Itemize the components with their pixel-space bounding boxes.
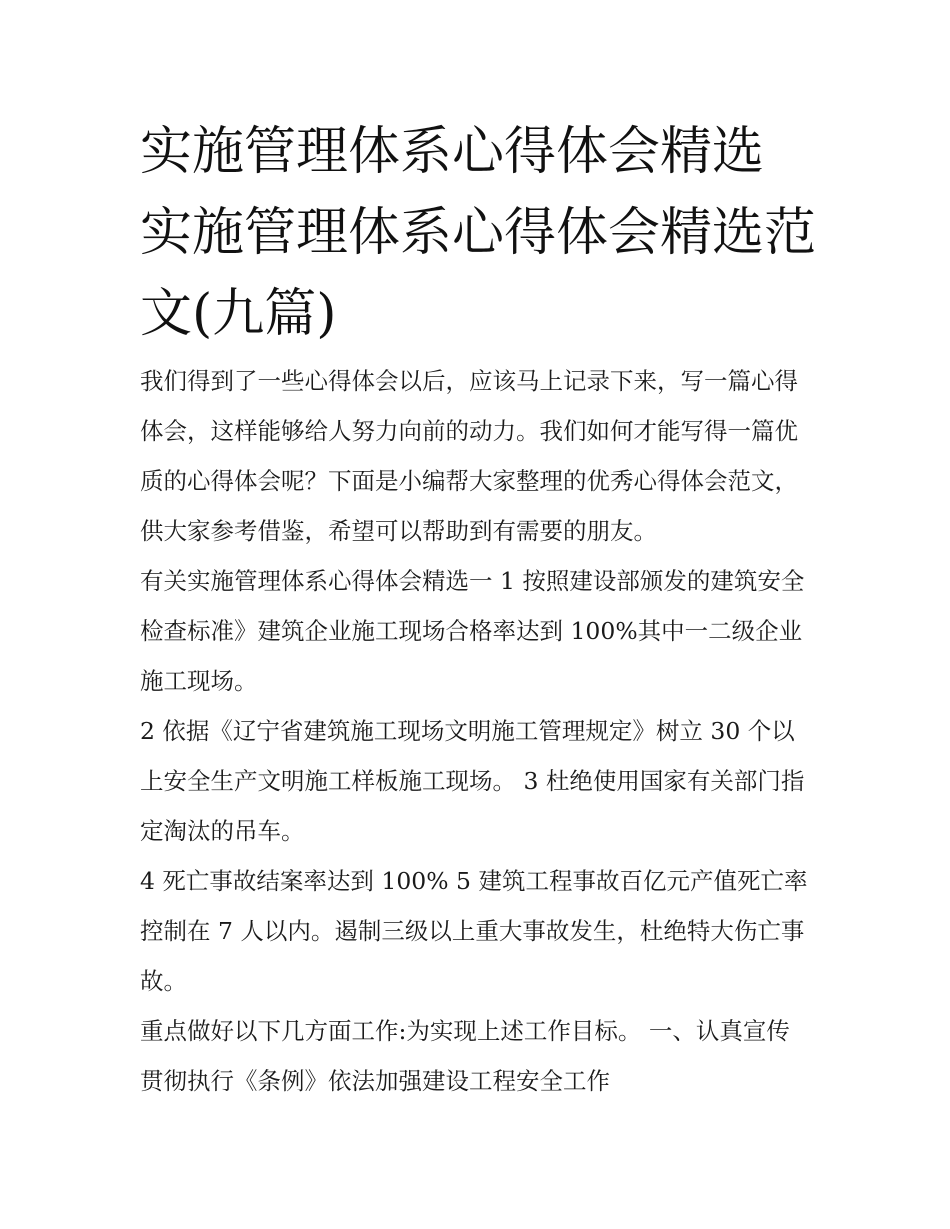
paragraph-goal-2-3: 2 依据《辽宁省建筑施工现场文明施工管理规定》树立 30 个以上安全生产文明施工样板施工现场。 3 杜绝使用国家有关部门指定淘汰的吊车。 — [140, 717, 805, 845]
paragraph-goal-4-5: 4 死亡事故结案率达到 100% 5 建筑工程事故百亿元产值死亡率控制在 7 人以内。遏制三级以上重大事故发生，杜绝特大伤亡事故。 — [140, 867, 808, 995]
paragraph-intro: 我们得到了一些心得体会以后，应该马上记录下来，写一篇心得体会，这样能够给人努力向前的动力。我们如何才能写得一篇优质的心得体会呢？下面是小编帮大家整理的优秀心得体会范文，供大家参考借鉴，希望可以帮助到有需要的朋友。 — [140, 367, 798, 545]
document-title: 实施管理体系心得体会精选 实施管理体系心得体会精选范文(九篇) — [140, 122, 817, 344]
paragraph-key-work: 重点做好以下几方面工作:为实现上述工作目标。 一、认真宣传贯彻执行《条例》依法加强建设工程安全工作 — [140, 1017, 790, 1095]
document-body — [140, 356, 812, 1106]
paragraph-goal-1: 有关实施管理体系心得体会精选一 1 按照建设部颁发的建筑安全检查标准》建筑企业施工现场合格率达到 100%其中一二级企业施工现场。 — [140, 567, 805, 695]
